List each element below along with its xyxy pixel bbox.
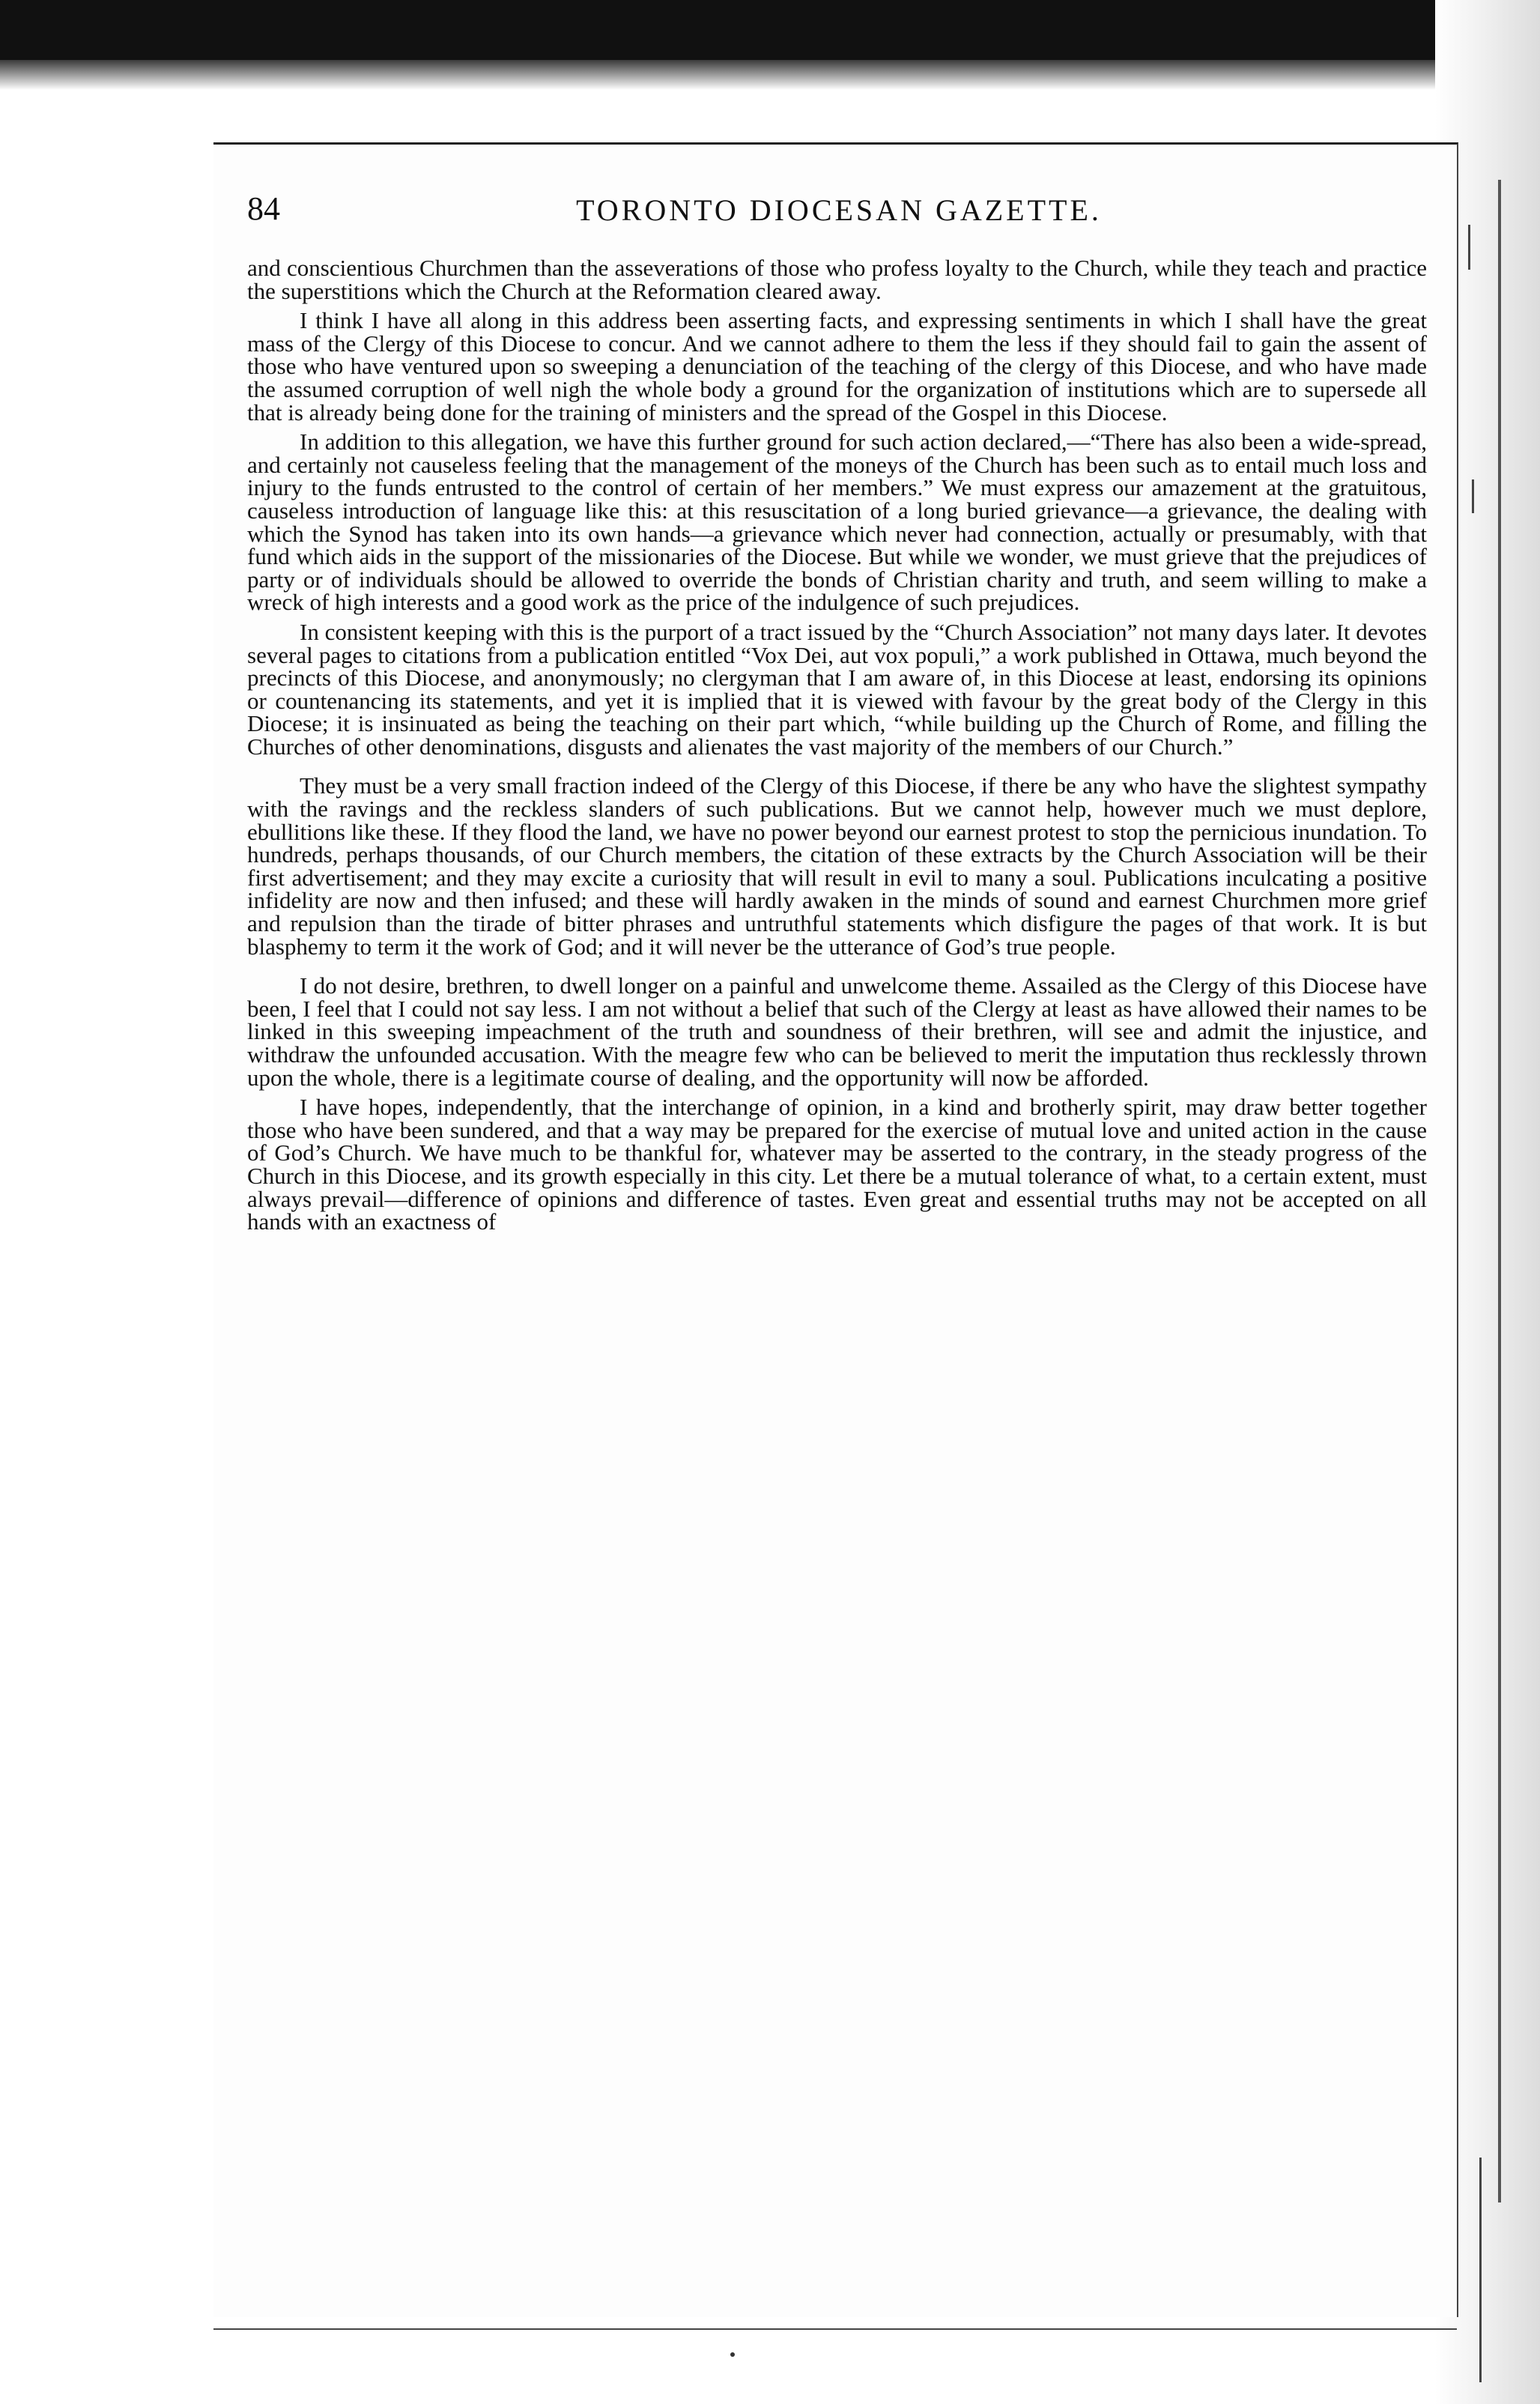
binding-edge-line	[1498, 180, 1501, 2202]
paragraph-2: I think I have all along in this address been asserting facts, and expressing sentiments in which I shall have the great mass of the Clergy of this Diocese to concur. And we cannot adhere to them the less if they should fail to gain the assent of those who have ventured upon so sweeping a denunciation of the teaching of the clergy of this Diocese, and who have made the assumed corruption of well nigh the whole body a ground for the organization of institutions which are to supersede all that is already being done for the training of ministers and the spread of the Gospel in this Diocese.	[247, 307, 1427, 426]
bottom-rule	[213, 2328, 1457, 2330]
paragraph-1: and conscientious Churchmen than the asseverations of those who profess loyalty to the Church, while they teach and practice the superstitions which the Church at the Reformation cleared away.	[247, 255, 1427, 304]
article-body	[247, 257, 1427, 1241]
page-number: 84	[247, 190, 280, 227]
page-dot	[730, 2352, 735, 2357]
scan-top-shadow	[0, 60, 1540, 90]
margin-mark	[1468, 225, 1470, 270]
paragraph-6: I do not desire, brethren, to dwell longer on a painful and unwelcome theme. Assailed as the Clergy of this Diocese have been, I feel that I could not say less. I am not without a belief that such of the Clergy at least as have allowed their names to be linked in this sweeping impeachment of the truth and soundness of their brethren, will see and admit the injustice, and withdraw the unfounded accusation. With the meagre few who can be believed to merit the imputation thus recklessly thrown upon the whole, there is a legitimate course of dealing, and the opportunity will now be afforded.	[247, 972, 1427, 1091]
page-header	[247, 190, 1431, 242]
paragraph-3: In addition to this allegation, we have this further ground for such action declared,—“There has also been a wide-spread, and certainly not causeless feeling that the management of the moneys of the Church has been such as to entail much loss and injury to the funds entrusted to the control of certain of her members.” We must express our amazement at the gratuitous, causeless introduction of language like this: at this resuscitation of a long buried grievance—a grievance, the dealing with which the Synod has taken into its own hands—a grievance which never had connection, actually or presumably, with that fund which aids in the support of the missionaries of the Diocese. But while we wonder, we must grieve that the prejudices of party or of individuals should be allowed to override the bonds of Christian charity and truth, and seem willing to make a wreck of high interests and a good work as the price of the indulgence of such prejudices.	[247, 429, 1427, 616]
scan-top-border	[0, 0, 1540, 60]
paragraph-5: They must be a very small fraction indeed of the Clergy of this Diocese, if there be any who have the slightest sympathy with the ravings and the reckless slanders of such publications. But we cannot help, however much we must deplore, ebullitions like these. If they flood the land, we have no power beyond our earnest protest to stop the pernicious inundation. To hundreds, perhaps thousands, of our Church members, the citation of these extracts by the Church Association will be their first advertisement; and they may excite a curiosity that will result in evil to many a soul. Publications inculcating a positive infidelity are now and then infused; and these will hardly awaken in the minds of sound and earnest Churchmen more grief and repulsion than the tirade of bitter phrases and untruthful statements which disfigure the pages of that work. It is but blasphemy to term it the work of God; and it will never be the utterance of God’s true people.	[247, 772, 1427, 960]
margin-mark	[1479, 2158, 1482, 2382]
paragraph-4: In consistent keeping with this is the purport of a tract issued by the “Church Association” not many days later. It devotes several pages to citations from a publication entitled “Vox Dei, aut vox populi,” a work published in Ottawa, much beyond the precincts of this Diocese, and anonymously; no clergyman that I am aware of, in this Diocese at least, endorsing its opinions or countenancing its statements, and yet it is implied that it is viewed with favour by the great body of the Clergy in this Diocese; it is insinuated as being the teaching on their part which, “while building up the Church of Rome, and filling the Churches of other denominations, disgusts and alienates the vast majority of the members of our Church.”	[247, 618, 1427, 760]
paragraph-7: I have hopes, independently, that the interchange of opinion, in a kind and brotherly spirit, may draw better together those who have been sundered, and that a way may be prepared for the exercise of mutual love and united action in the cause of God’s Church. We have much to be thankful for, whatever may be asserted to the contrary, in the steady progress of the Church in this Diocese, and its growth especially in this city. Let there be a mutual tolerance of what, to a certain extent, must always prevail—difference of opinions and difference of tastes. Even great and essential truths may not be accepted on all hands with an exactness of	[247, 1094, 1427, 1235]
margin-mark	[1472, 479, 1474, 513]
journal-title: TORONTO DIOCESAN GAZETTE.	[576, 193, 1102, 227]
page	[213, 142, 1458, 2317]
